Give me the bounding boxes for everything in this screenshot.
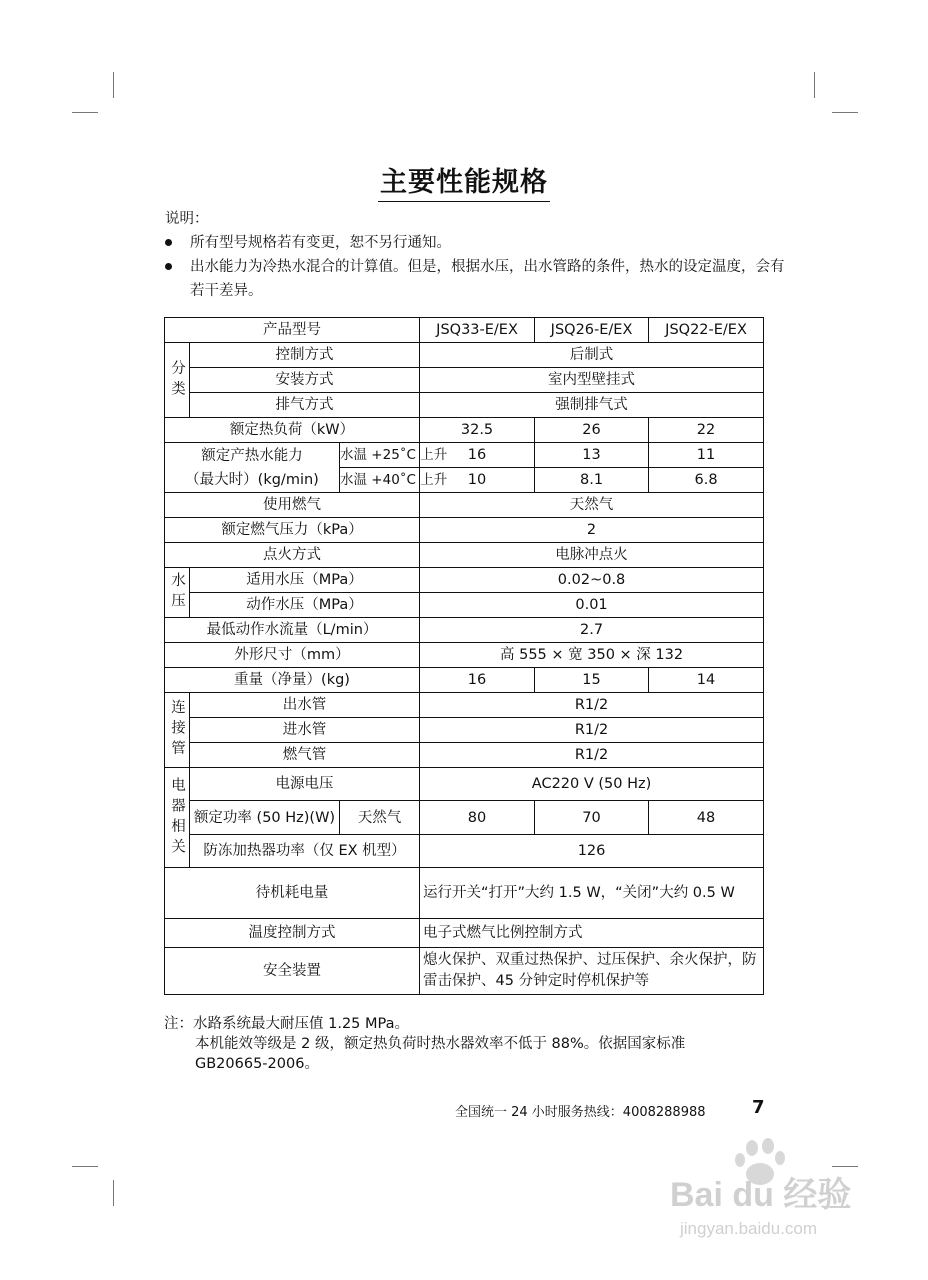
row-label: 适用水压（MPa） <box>190 568 420 593</box>
row-label: 燃气管 <box>190 743 420 768</box>
row-label: 待机耗电量 <box>165 868 420 919</box>
group-label: 连接管 <box>165 693 190 768</box>
value-cell: 2 <box>420 518 764 543</box>
table-row <box>165 418 764 443</box>
row-label: 额定功率 (50 Hz)(W) <box>190 801 340 835</box>
watermark-logo-text: Bai du 经验 <box>670 1176 852 1214</box>
value-cell: 2.7 <box>420 618 764 643</box>
page-number: 7 <box>752 1097 765 1118</box>
crop-mark <box>113 1180 114 1206</box>
row-label: 温度控制方式 <box>165 919 420 948</box>
value-cell: 26 <box>535 418 649 443</box>
note-bullet: 出水能力为冷热水混合的计算值。但是，根据水压，出水管路的条件，热水的设定温度，会有若干差异。 <box>165 255 785 303</box>
row-label: 额定热负荷（kW） <box>165 418 420 443</box>
table-row <box>165 743 764 768</box>
row-label: 出水管 <box>190 693 420 718</box>
row-label: 外形尺寸（mm） <box>165 643 420 668</box>
value-cell: 运行开关“打开”大约 1.5 W，“关闭”大约 0.5 W <box>420 868 764 919</box>
row-label <box>165 443 340 493</box>
value-cell: 8.1 <box>535 468 649 493</box>
table-row <box>165 868 764 919</box>
row-label: 电源电压 <box>190 768 420 801</box>
value-cell: 强制排气式 <box>420 393 764 418</box>
crop-mark <box>832 112 858 113</box>
baidu-jingyan-watermark <box>660 1140 860 1250</box>
row-label: 额定燃气压力（kPa） <box>165 518 420 543</box>
value-cell: 6.8 <box>649 468 764 493</box>
row-label: 安全装置 <box>165 948 420 995</box>
row-label: 最低动作水流量（L/min） <box>165 618 420 643</box>
model-cell: JSQ33-E/EX <box>420 318 535 343</box>
model-cell: JSQ22-E/EX <box>649 318 764 343</box>
row-label: 产品型号 <box>165 318 420 343</box>
table-row <box>165 801 764 835</box>
table-row <box>165 368 764 393</box>
value-cell: 13 <box>535 443 649 468</box>
spec-table <box>164 317 764 995</box>
value-cell: R1/2 <box>420 718 764 743</box>
value-cell: 高 555 × 宽 350 × 深 132 <box>420 643 764 668</box>
row-label: 点火方式 <box>165 543 420 568</box>
value-cell: 0.01 <box>420 593 764 618</box>
value-cell: AC220 V (50 Hz) <box>420 768 764 801</box>
row-label: 重量（净量）(kg) <box>165 668 420 693</box>
note-bullet: 所有型号规格若有变更，恕不另行通知。 <box>165 231 785 255</box>
table-row <box>165 718 764 743</box>
footnote-line: GB20665-2006。 <box>195 1056 319 1072</box>
value-cell: 电子式燃气比例控制方式 <box>420 919 764 948</box>
service-hotline: 全国统一 24 小时服务热线：4008288988 <box>455 1105 706 1120</box>
value-cell: R1/2 <box>420 693 764 718</box>
row-label-line: 额定产热水能力 <box>201 447 303 464</box>
table-row <box>165 593 764 618</box>
value-cell: 电脉冲点火 <box>420 543 764 568</box>
value-cell: 0.02~0.8 <box>420 568 764 593</box>
model-cell: JSQ26-E/EX <box>535 318 649 343</box>
table-row <box>165 693 764 718</box>
value-cell: 16 <box>420 668 535 693</box>
row-label: 安装方式 <box>190 368 420 393</box>
table-row <box>165 343 764 368</box>
table-row <box>165 543 764 568</box>
footnote-line: 本机能效等级是 2 级，额定热负荷时热水器效率不低于 88%。依据国家标准 <box>195 1036 686 1052</box>
row-sublabel: 天然气 <box>340 801 420 835</box>
value-cell: 15 <box>535 668 649 693</box>
row-label-line: （最大时）(kg/min) <box>185 471 319 488</box>
footnote <box>164 1014 764 1074</box>
value-cell: R1/2 <box>420 743 764 768</box>
table-row <box>165 493 764 518</box>
value-cell: 80 <box>420 801 535 835</box>
group-label: 电器相关 <box>165 768 190 868</box>
value-cell: 后制式 <box>420 343 764 368</box>
row-label: 动作水压（MPa） <box>190 593 420 618</box>
footnote-prefix: 注： <box>164 1016 193 1032</box>
row-label: 控制方式 <box>190 343 420 368</box>
table-row <box>165 948 764 995</box>
crop-mark <box>814 72 815 98</box>
value-cell: 天然气 <box>420 493 764 518</box>
table-row <box>165 668 764 693</box>
row-label: 排气方式 <box>190 393 420 418</box>
value-cell: 126 <box>420 835 764 868</box>
value-cell: 70 <box>535 801 649 835</box>
notes-section <box>165 207 785 303</box>
table-row <box>165 643 764 668</box>
crop-mark <box>72 1166 98 1167</box>
crop-mark <box>72 112 98 113</box>
row-label: 进水管 <box>190 718 420 743</box>
value-cell: 22 <box>649 418 764 443</box>
table-row <box>165 443 764 468</box>
row-label: 使用燃气 <box>165 493 420 518</box>
condition-cell: 水温 +40˚C 上升 <box>340 468 420 493</box>
watermark-url: jingyan.baidu.com <box>680 1219 818 1238</box>
value-cell: 11 <box>649 443 764 468</box>
row-label: 防冻加热器功率（仅 EX 机型） <box>190 835 420 868</box>
value-cell: 48 <box>649 801 764 835</box>
table-row <box>165 318 764 343</box>
page-title: 主要性能规格 <box>0 160 928 199</box>
table-row <box>165 393 764 418</box>
table-row <box>165 518 764 543</box>
table-row <box>165 768 764 801</box>
footnote-line: 水路系统最大耐压值 1.25 MPa。 <box>193 1016 409 1032</box>
table-row <box>165 835 764 868</box>
value-cell: 室内型壁挂式 <box>420 368 764 393</box>
group-label: 水压 <box>165 568 190 618</box>
condition-cell: 水温 +25˚C 上升 <box>340 443 420 468</box>
value-cell: 32.5 <box>420 418 535 443</box>
crop-mark <box>113 72 114 98</box>
table-row <box>165 618 764 643</box>
table-row <box>165 919 764 948</box>
notes-heading: 说明： <box>165 211 209 227</box>
value-cell: 10 <box>420 468 535 493</box>
value-cell: 14 <box>649 668 764 693</box>
group-label: 分类 <box>165 343 190 418</box>
value-cell: 16 <box>420 443 535 468</box>
table-row <box>165 568 764 593</box>
value-cell: 熄火保护、双重过热保护、过压保护、余火保护，防雷击保护、45 分钟定时停机保护等 <box>420 948 764 995</box>
